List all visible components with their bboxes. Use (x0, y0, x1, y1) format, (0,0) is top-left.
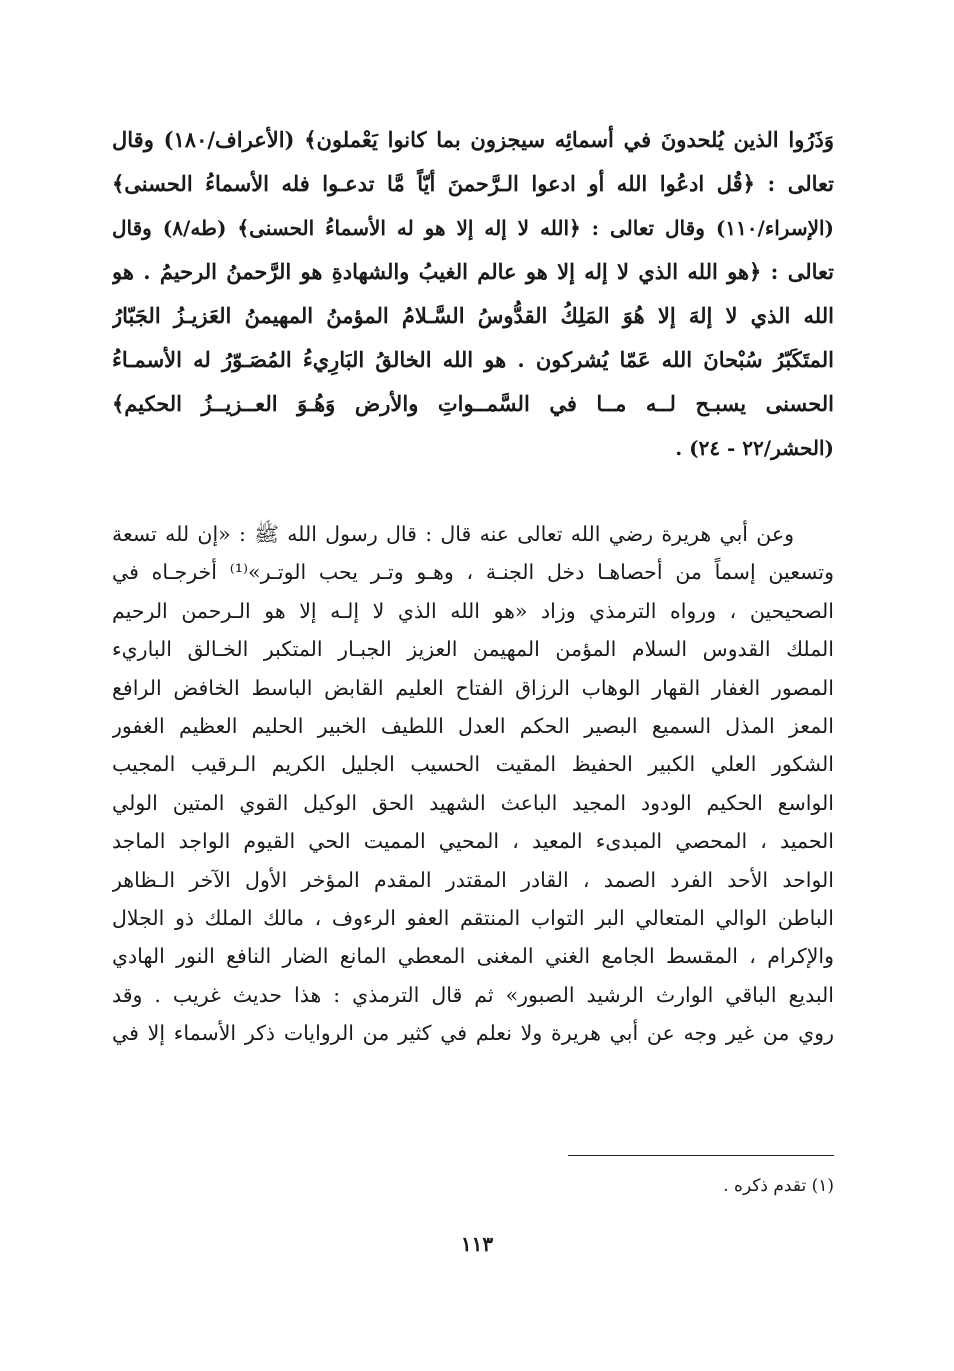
text-line: تعالى : ﴿هو الله الذي لا إله إلا هو عالم الغيبُ والشهادةِ هو الرَّحمنُ الرحيمُ . هو (112, 259, 834, 284)
text-line: وَذَرُوا الذين يُلحدونَ في أسمائِه سيجزون بما كانوا يَعْملون﴾ (الأعراف/١٨٠) وقال (112, 127, 834, 152)
text-line: روي من غير وجه عن أبي هريرة ولا نعلم في كثير من الروايات ذكر الأسماء إلا في (112, 1021, 834, 1046)
text-line: الملك القدوس السلام المؤمن المهيمن العزيز الجبـار المتكبر الخـالق الباريء (112, 637, 834, 662)
text-line: الواسع الحكيم الودود المجيد الباعث الشهيد الحق الوكيل القوي المتين الولي (112, 790, 834, 815)
text-line: البديع الباقي الوارث الرشيد الصبور» ثم قال الترمذي : هذا حديث غريب . وقد (112, 982, 834, 1007)
text-line: الحميد ، المحصي المبدىء المعيد ، المحيي المميت الحي القيوم الواجد الماجد (112, 829, 834, 854)
text-line: تعالى : ﴿قُل ادعُوا الله أو ادعوا الـرَّحمنَ أيّاً مَّا تدعـوا فله الأسماءُ الحسنى﴾ (112, 171, 834, 196)
text-line: الله الذي لا إلهَ إلا هُوَ المَلِكُ القدُّوسُ السَّـلامُ المؤمنُ المهيمنُ العَزيـزُ الجَبّارُ (112, 303, 834, 328)
text-line: (الإسراء/١١٠) وقال تعالى : ﴿الله لا إله إلا هو له الأسماءُ الحسنى﴾ (طه/٨) وقال (112, 216, 834, 240)
text-line: المصور الغفار القهار الوهاب الرزاق الفتاح العليم القابض الباسط الخافض الرافع (112, 675, 834, 700)
hadith-paragraph (112, 515, 834, 1052)
text-line: الباطن الوالي المتعالي البر التواب المنتقم العفو الرءوف ، مالك الملك ذو الجلال (112, 905, 834, 930)
text-line: (الحشر/٢٢ - ٢٤) . (675, 436, 834, 460)
quran-verses-paragraph (112, 118, 834, 470)
footnote-divider (568, 1155, 834, 1156)
text-line: الحسنى يسبـح لــه مــا في السَّمــواتِ والأرض وَهُـوَ العــزيــزُ الحكيم﴾ (112, 391, 834, 416)
page-number: ١١٣ (460, 1232, 494, 1256)
text-line: المتَكَبّرُ سُبْحانَ الله عَمّا يُشركون . هو الله الخالقُ البَارِيءُ المُصَـوّرُ له الأسمـاءُ (112, 347, 834, 372)
text-line: الصحيحين ، ورواه الترمذي وزاد «هو الله الذي لا إلـه إلا هو الـرحمن الرحيم (112, 598, 834, 623)
text-line: الواحد الأحد الفرد الصمد ، القادر المقتدر المقدم المؤخر الأول الآخر الـظاهر (112, 867, 834, 892)
text-line: وعن أبي هريرة رضي الله تعالى عنه قال : قال رسول الله ﷺ : «إن لله تسعة (112, 522, 794, 546)
text-line: الشكور العلي الكبير الحفيظ المقيت الحسيب الجليل الكريم الـرقيب المجيب (112, 752, 834, 777)
text-line: وتسعين إسماً من أحصاهـا دخل الجنـة ، وهـو وتـر يحب الوتـر»⁽¹⁾ أخرجـاه في (112, 560, 834, 585)
text-line: والإكرام ، المقسط الجامع الغني المغنى المعطي المانع الضار النافع النور الهادي (112, 944, 834, 969)
text-line: المعز المذل السميع البصير الحكم العدل اللطيف الخبير الحليم العظيم الغفور (112, 713, 834, 738)
footnote: (١) تقدم ذكره . (723, 1176, 834, 1196)
